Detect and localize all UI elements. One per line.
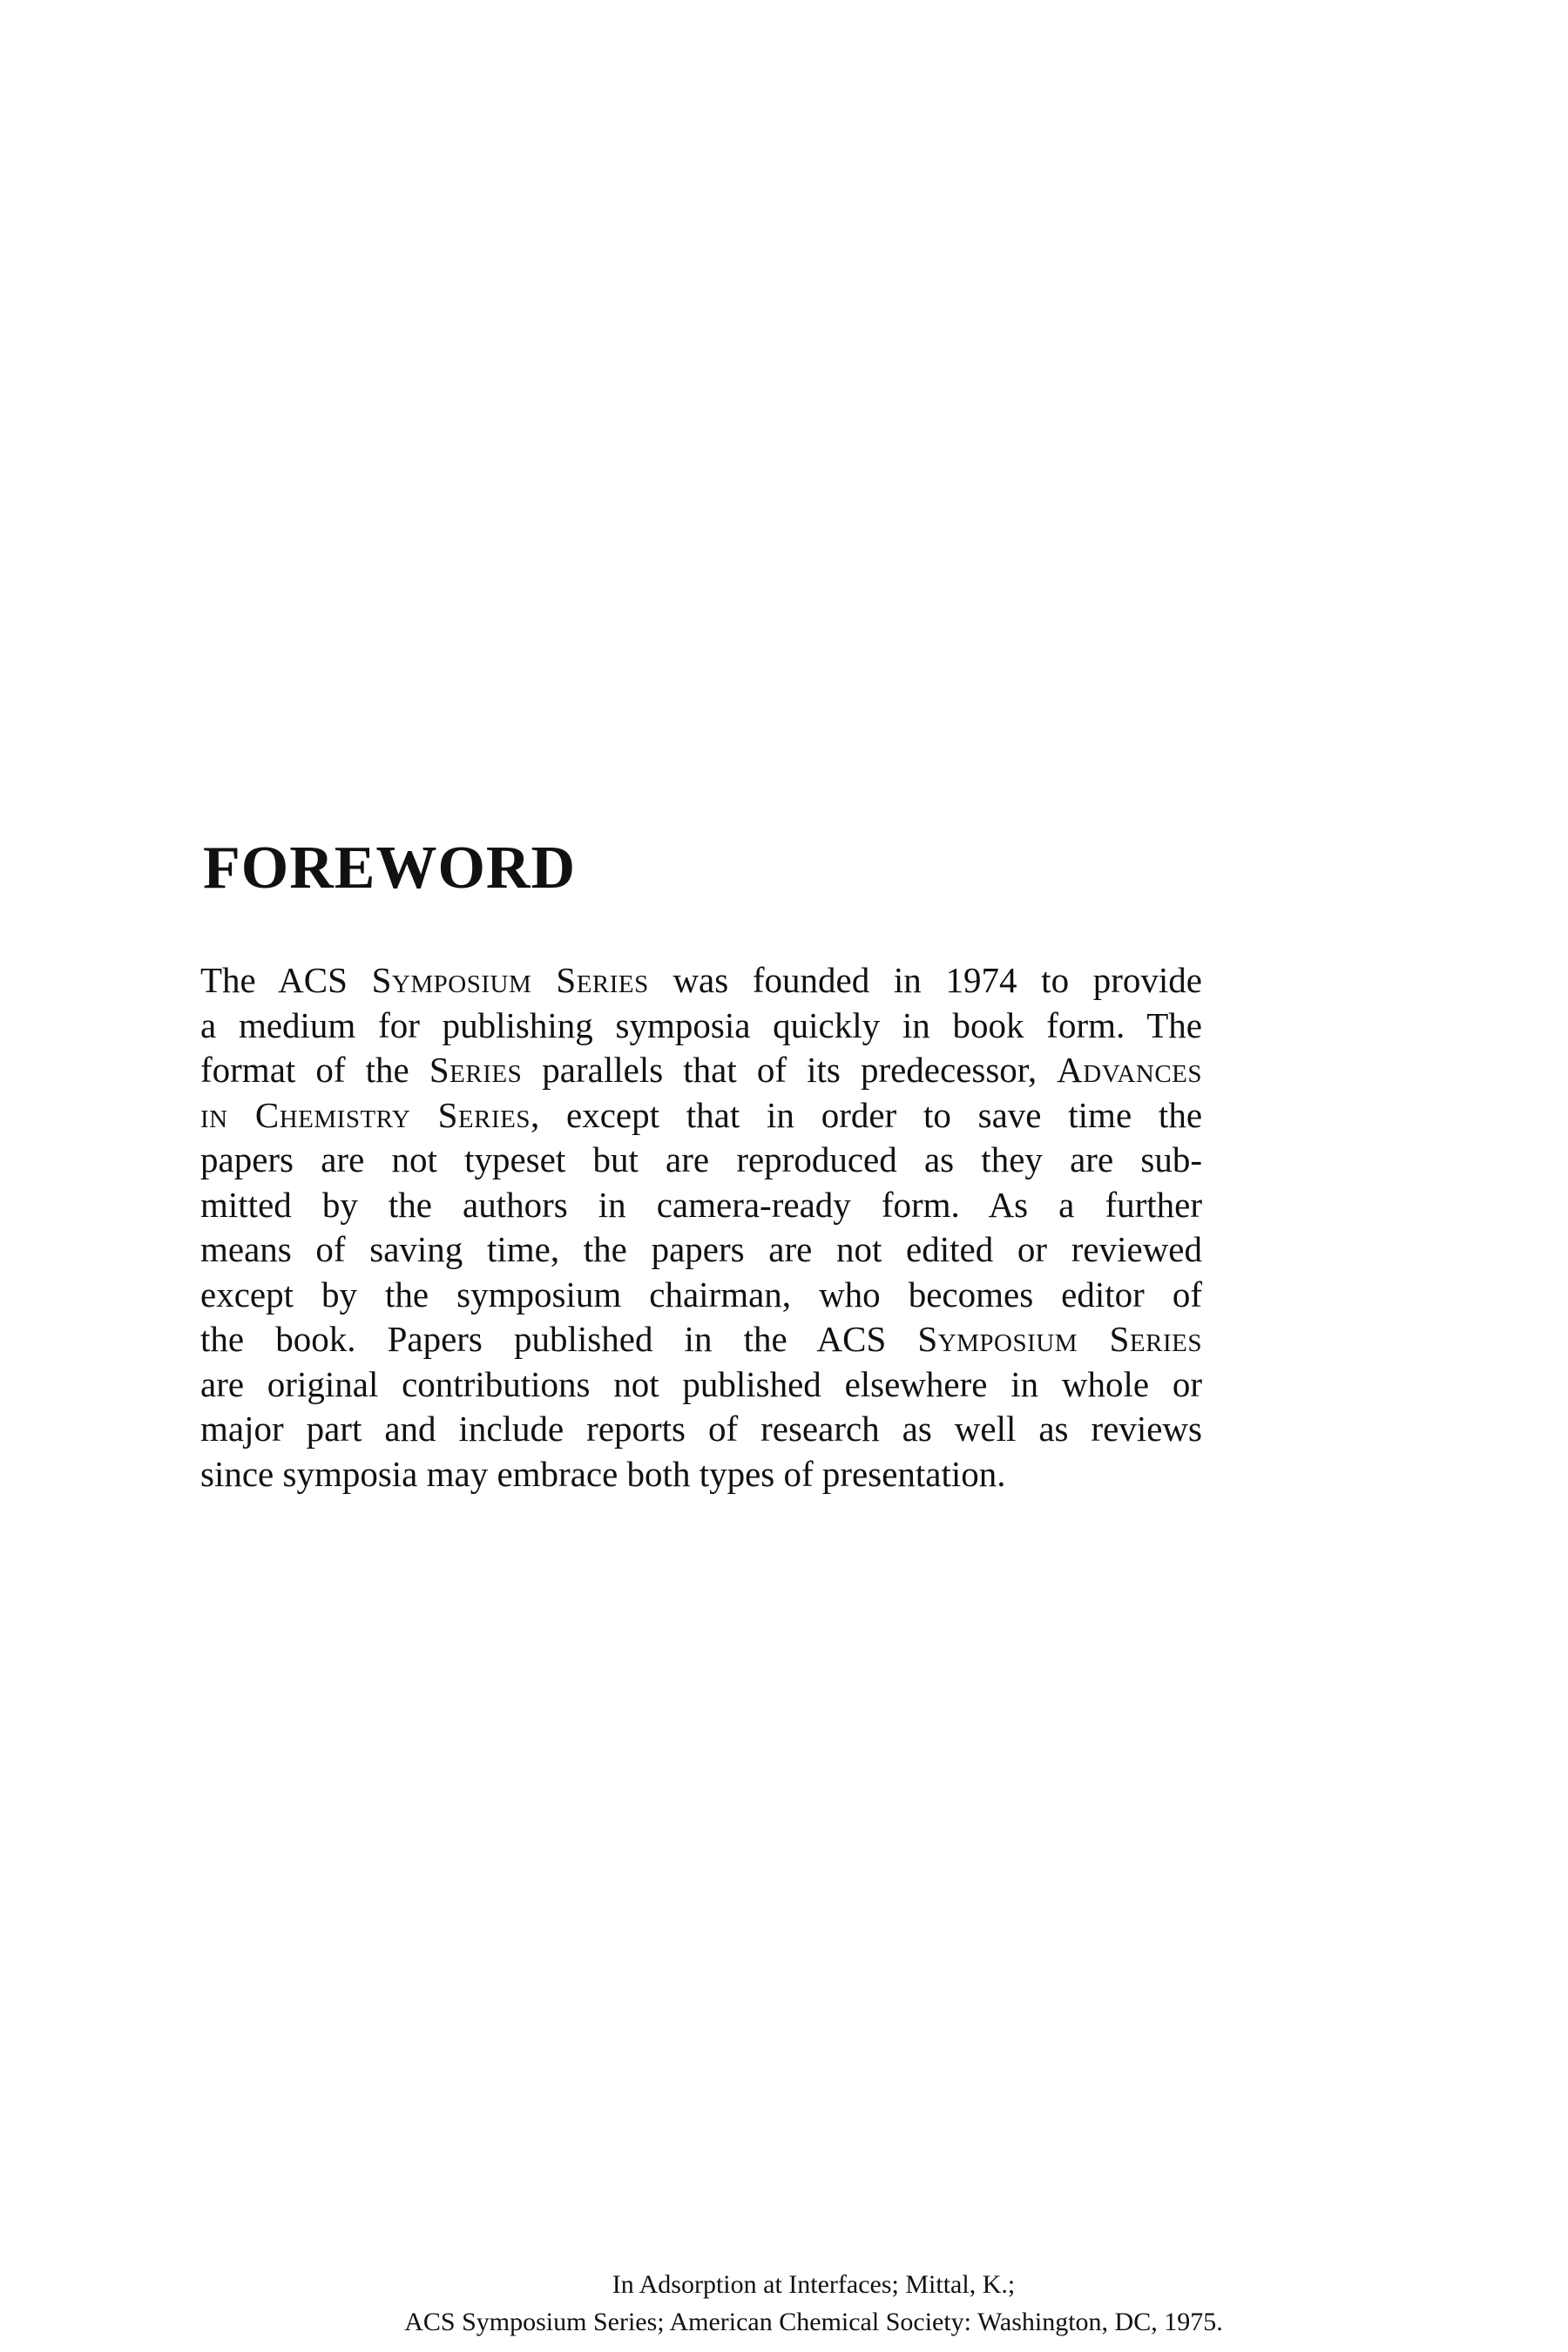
text-run: format of the: [200, 1050, 429, 1090]
citation-line-1: In Adsorption at Interfaces; Mittal, K.;: [612, 2270, 1016, 2299]
paragraph-line: [200, 1317, 1202, 1362]
paragraph-line: [200, 1273, 1202, 1318]
paragraph-line: [200, 1138, 1202, 1183]
text-run: means of saving time, the papers are not edited or reviewed: [200, 1229, 1202, 1269]
text-run: was founded in 1974 to provide: [648, 960, 1202, 1000]
paragraph-line: [200, 1048, 1202, 1093]
text-run: , except that in order to save time the: [531, 1094, 1203, 1135]
paragraph-line: [200, 958, 1202, 1004]
text-run: since symposia may embrace both types of presentation.: [200, 1453, 1006, 1494]
small-caps-text: Symposium Series: [917, 1319, 1202, 1359]
text-run: major part and include reports of research as well as reviews: [200, 1409, 1202, 1449]
small-caps-text: Symposium Series: [371, 960, 649, 1000]
paragraph-line: [200, 1452, 1202, 1497]
small-caps-text: Series: [429, 1050, 523, 1090]
citation-line-2: ACS Symposium Series; American Chemical Society: Washington, DC, 1975.: [404, 2308, 1223, 2336]
text-run: mitted by the authors in camera-ready form. As a further: [200, 1184, 1202, 1225]
text-run: except by the symposium chairman, who becomes editor of: [200, 1274, 1202, 1315]
small-caps-text: Advances: [1057, 1050, 1202, 1090]
text-run: The ACS: [200, 960, 372, 1000]
text-run: the book. Papers published in the ACS: [200, 1319, 918, 1359]
text-run: a medium for publishing symposia quickly in book form. The: [200, 1004, 1202, 1045]
small-caps-text: in Chemistry Series: [200, 1094, 531, 1135]
text-run: parallels that of its predecessor,: [522, 1050, 1058, 1090]
page-title: FOREWORD: [203, 835, 576, 902]
foreword-paragraph: [200, 958, 1202, 1497]
paragraph-line: [200, 1407, 1202, 1452]
text-run: are original contributions not published elsewhere in whole or: [200, 1363, 1202, 1404]
paragraph-line: [200, 1004, 1202, 1049]
paragraph-line: [200, 1093, 1202, 1139]
paragraph-line: [200, 1227, 1202, 1273]
paragraph-line: [200, 1183, 1202, 1228]
text-run: papers are not typeset but are reproduced as they are sub-: [200, 1139, 1202, 1179]
paragraph-line: [200, 1362, 1202, 1408]
